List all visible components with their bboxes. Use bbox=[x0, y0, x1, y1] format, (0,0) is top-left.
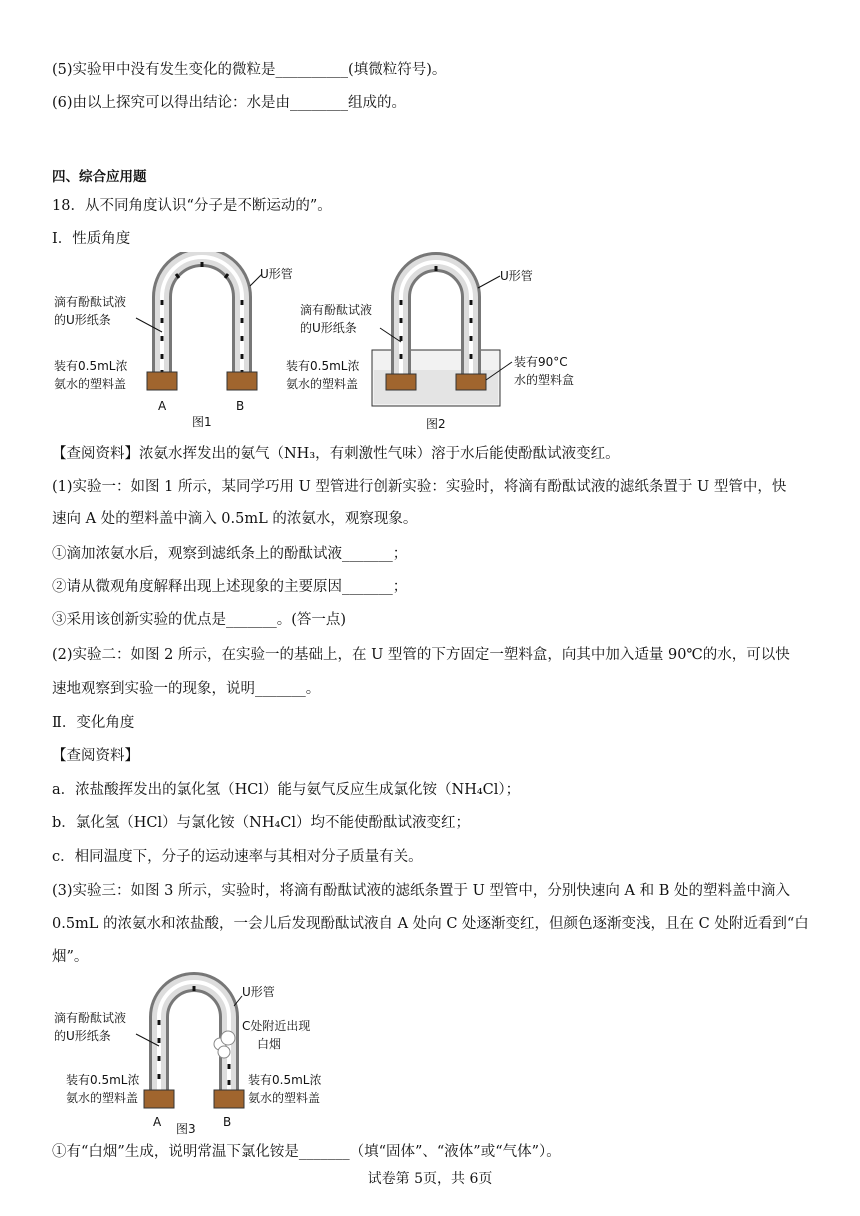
experiment-2-line-1: (2)实验二：如图 2 所示，在实验一的基础上，在 U 型管的下方固定一塑料盒，向其中加入适量 90℃的水，可以快 bbox=[52, 647, 790, 663]
cap-label-2: 氨水的塑料盖 bbox=[54, 377, 127, 391]
figure-1 bbox=[52, 252, 312, 432]
cap-b-label-1: 装有0.5mL浓 bbox=[248, 1073, 322, 1087]
utube-label: U形管 bbox=[260, 267, 293, 281]
u-tube bbox=[162, 257, 242, 382]
cap-a-label-2: 氨水的塑料盖 bbox=[66, 1091, 139, 1105]
label-a: A bbox=[153, 1115, 162, 1129]
question-18: 18．从不同角度认识“分子是不断运动的”。 bbox=[52, 198, 332, 214]
experiment-2-line-2: 速地观察到实验一的现象，说明_______。 bbox=[52, 681, 321, 697]
label-b: B bbox=[223, 1115, 232, 1129]
strip-label-1: 滴有酚酞试液 bbox=[54, 1011, 127, 1025]
info-1: 【查阅资料】浓氨水挥发出的氨气（NH₃，有刺激性气味）溶于水后能使酚酞试液变红。 bbox=[52, 446, 620, 462]
cap-b-label-2: 氨水的塑料盖 bbox=[248, 1091, 321, 1105]
label-b: B bbox=[236, 399, 245, 413]
strip-label-2: 的U形纸条 bbox=[54, 313, 111, 327]
figure-1-caption: 图1 bbox=[192, 415, 212, 429]
page-footer: 试卷第 5页，共 6页 bbox=[367, 1171, 493, 1187]
c-label-1: C处附近出现 bbox=[242, 1019, 311, 1033]
info-b: b．氯化氢（HCl）与氯化铵（NH₄Cl）均不能使酚酞试液变红； bbox=[52, 815, 471, 831]
cap-b bbox=[227, 372, 257, 390]
cap-a bbox=[386, 374, 416, 390]
cap-a bbox=[147, 372, 177, 390]
sub-question-3: ③采用该创新实验的优点是_______。(答一点) bbox=[52, 612, 347, 628]
question-6: (6)由以上探究可以得出结论：水是由________组成的。 bbox=[52, 95, 407, 111]
figure-2-caption: 图2 bbox=[426, 417, 446, 431]
strip-label-1: 滴有酚酞试液 bbox=[300, 303, 373, 317]
info-a: a．浓盐酸挥发出的氯化氢（HCl）能与氨气反应生成氯化铵（NH₄Cl）； bbox=[52, 782, 521, 798]
info-c: c．相同温度下，分子的运动速率与其相对分子质量有关。 bbox=[52, 849, 423, 865]
label-a: A bbox=[158, 399, 167, 413]
experiment-1-line-1: (1)实验一：如图 1 所示，某同学巧用 U 型管进行创新实验：实验时，将滴有酚酞试液的滤纸条置于 U 型管中，快 bbox=[52, 479, 787, 495]
c-label-2: 白烟 bbox=[257, 1037, 282, 1051]
figure-3 bbox=[52, 972, 342, 1140]
experiment-1-line-2: 速向 A 处的塑料盖中滴入 0.5mL 的浓氨水，观察现象。 bbox=[52, 511, 418, 527]
experiment-3-line-2: 0.5mL 的浓氨水和浓盐酸，一会儿后发现酚酞试液自 A 处向 C 处逐渐变红，但颜色逐渐变浅，且在 C 处附近看到“白 bbox=[52, 916, 809, 932]
box-label-1: 装有90°C bbox=[514, 355, 568, 369]
figure-2 bbox=[286, 252, 596, 434]
cap-label-1: 装有0.5mL浓 bbox=[54, 359, 128, 373]
figure-3-caption: 图3 bbox=[176, 1122, 196, 1136]
cap-b bbox=[214, 1090, 244, 1108]
cap-label-2: 氨水的塑料盖 bbox=[286, 377, 359, 391]
sub-question-4: ①有“白烟”生成，说明常温下氯化铵是_______（填“固体”、“液体”或“气体”）。 bbox=[52, 1144, 561, 1160]
utube-label: U形管 bbox=[500, 269, 533, 283]
cap-b bbox=[456, 374, 486, 390]
box-label-2: 水的塑料盒 bbox=[514, 373, 575, 387]
utube-label: U形管 bbox=[242, 985, 275, 999]
experiment-3-line-3: 烟”。 bbox=[52, 949, 89, 965]
sub-question-1: ①滴加浓氨水后，观察到滤纸条上的酚酞试液_______； bbox=[52, 546, 408, 562]
part-1-heading: Ⅰ．性质角度 bbox=[52, 231, 131, 247]
question-5: (5)实验甲中没有发生变化的微粒是__________(填微粒符号)。 bbox=[52, 62, 447, 78]
cap-a bbox=[144, 1090, 174, 1108]
sub-question-2: ②请从微观角度解释出现上述现象的主要原因_______； bbox=[52, 579, 408, 595]
cap-label-1: 装有0.5mL浓 bbox=[286, 359, 360, 373]
strip-label-2: 的U形纸条 bbox=[54, 1029, 111, 1043]
strip-label-2: 的U形纸条 bbox=[300, 321, 357, 335]
part-2-heading: Ⅱ．变化角度 bbox=[52, 715, 135, 731]
section-heading: 四、综合应用题 bbox=[52, 169, 147, 185]
experiment-3-line-1: (3)实验三：如图 3 所示，实验时，将滴有酚酞试液的滤纸条置于 U 型管中，分别快速向 A 和 B 处的塑料盖中滴入 bbox=[52, 883, 790, 899]
info-2-title: 【查阅资料】 bbox=[52, 748, 139, 764]
cap-a-label-1: 装有0.5mL浓 bbox=[66, 1073, 140, 1087]
strip-label-1: 滴有酚酞试液 bbox=[54, 295, 127, 309]
